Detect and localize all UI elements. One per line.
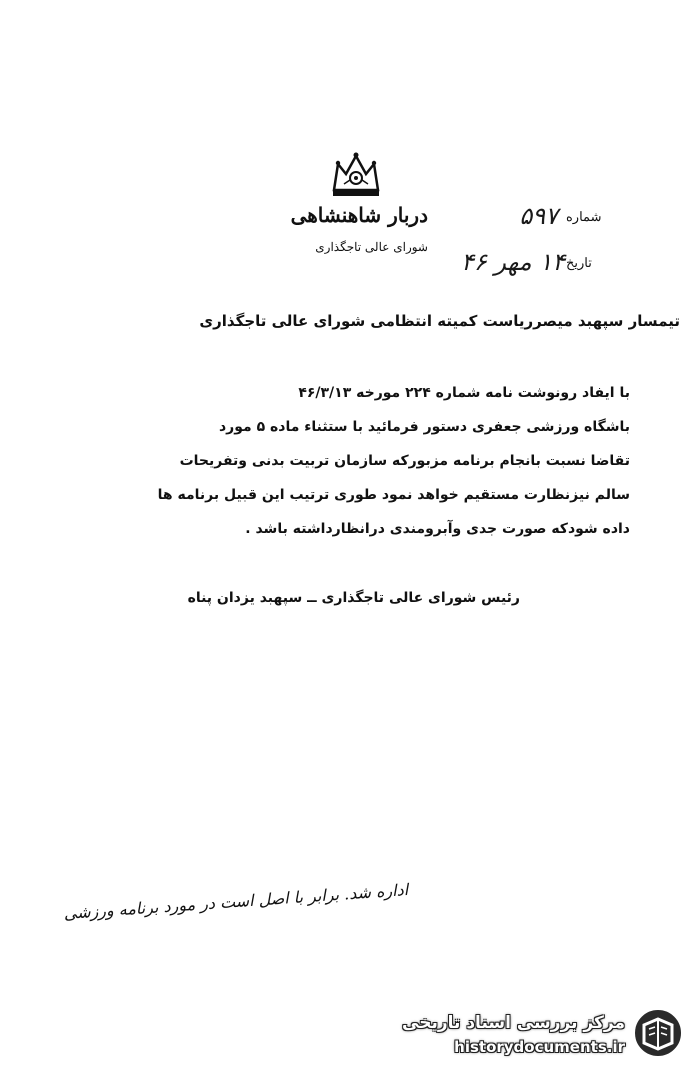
- body-line: داده شودکه صورت جدی وآبرومندی درانظارداشته باشد .: [245, 521, 630, 537]
- body-line: سالم نیزنظارت مستقیم خواهد نمود طوری ترتیب این قبیل برنامه ها: [157, 487, 630, 503]
- date-label: تاریخ: [566, 256, 592, 271]
- body-line: تقاضا نسبت بانجام برنامه مزبورکه سازمان تربیت بدنی وتفریحات: [179, 453, 630, 469]
- watermark: [402, 1005, 690, 1063]
- body-line: باشگاه ورزشی جعفری دستور فرمائید با ستثناء ماده ۵ مورد: [219, 419, 630, 435]
- date-value: ۱۴ مهر ۴۶: [461, 248, 565, 276]
- handwritten-margin-note: اداره شد. برابر با اصل است در مورد برنامه ورزشی: [63, 880, 409, 924]
- letter-signature: رئیس شورای عالی تاجگذاری ــ سپهبد یزدان پناه: [187, 590, 520, 606]
- letterhead-org-subtitle: شورای عالی تاجگذاری: [315, 240, 428, 254]
- body-line: با ایفاد رونوشت نامه شماره ۲۲۴ مورخه ۴۶/۳/۱۳: [298, 385, 630, 401]
- letterhead-org-name: دربار شاهنشاهی: [290, 203, 428, 227]
- number-label: شماره: [566, 210, 602, 225]
- number-value: ۵۹۷: [519, 202, 558, 230]
- watermark-title: مرکز بررسی اسناد تاریخی: [402, 1013, 625, 1033]
- crown-emblem-icon: [328, 150, 384, 202]
- letter-addressee: تیمسار سپهبد میصرریاست کمیته انتظامی شورای عالی تاجگذاری: [199, 312, 680, 330]
- watermark-url: historydocuments.ir: [454, 1038, 625, 1056]
- archive-logo-icon: [632, 1007, 684, 1059]
